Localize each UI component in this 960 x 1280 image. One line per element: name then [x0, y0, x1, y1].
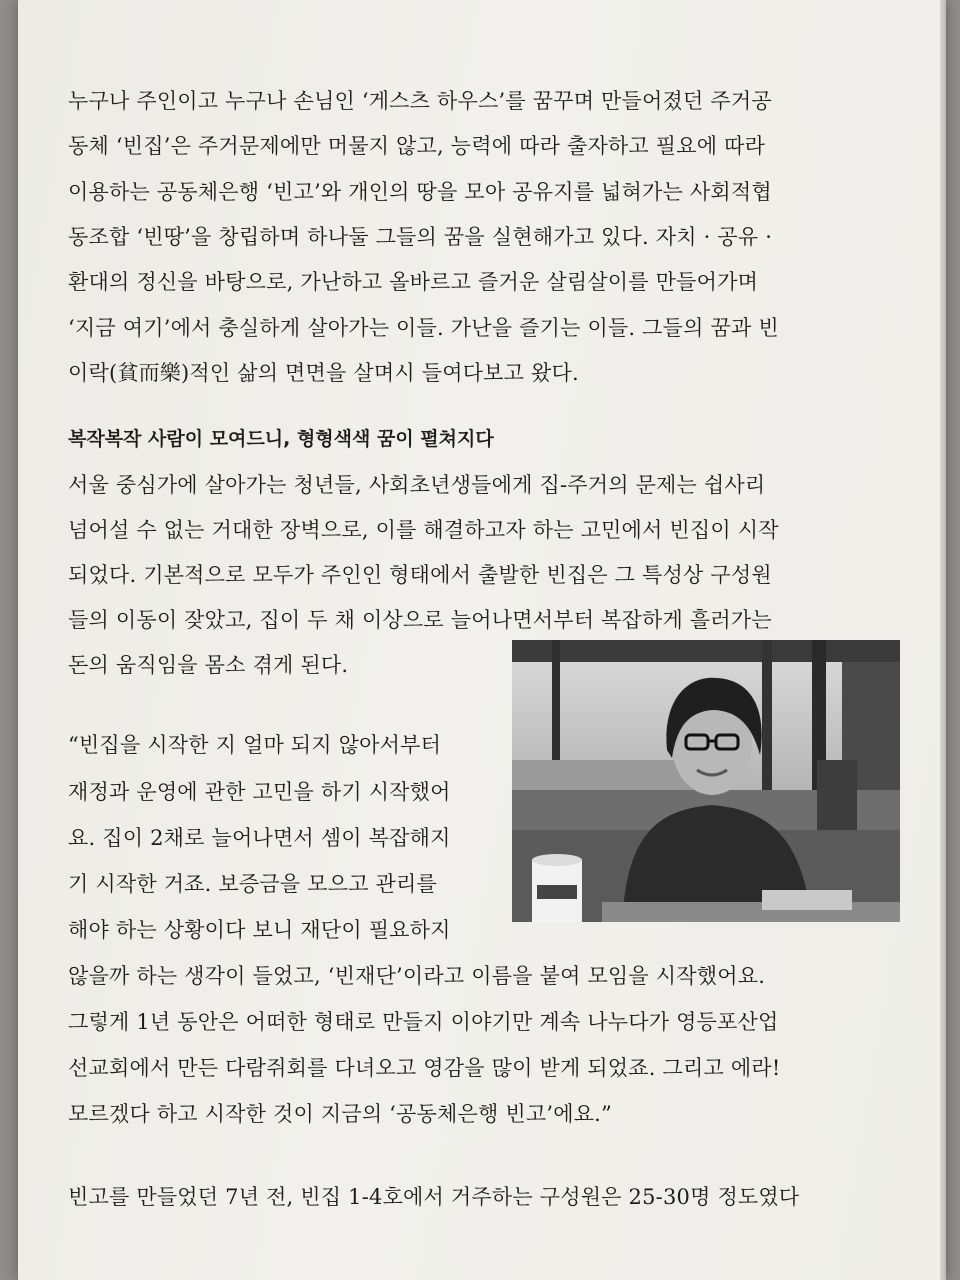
interview-photo [512, 640, 900, 922]
closing-line: 빈고를 만들었던 7년 전, 빈집 1-4호에서 거주하는 구성원은 25-30명 정도였다 [68, 1185, 800, 1209]
quote-line: 선교회에서 만든 다람쥐회를 다녀오고 영감을 많이 받게 되었죠. 그리고 에라! [68, 1056, 781, 1080]
portrait-illustration [512, 640, 900, 922]
intro-line: 이용하는 공동체은행 ‘빈고’와 개인의 땅을 모아 공유지를 넓혀가는 사회적협 [68, 180, 772, 204]
body-line: 넘어설 수 없는 거대한 장벽으로, 이를 해결하고자 하는 고민에서 빈집이 시작 [68, 518, 779, 542]
quote-line: 해야 하는 상황이다 보니 재단이 필요하지 [68, 918, 451, 942]
intro-line: ‘지금 여기’에서 충실하게 살아가는 이들. 가난을 즐기는 이들. 그들의 꿈과 빈 [68, 316, 779, 340]
quote-line: 모르겠다 하고 시작한 것이 지금의 ‘공동체은행 빈고’에요.” [68, 1102, 612, 1126]
page-edge [940, 0, 946, 1280]
body-line: 서울 중심가에 살아가는 청년들, 사회초년생들에게 집-주거의 문제는 쉽사리 [68, 473, 766, 497]
body-line: 되었다. 기본적으로 모두가 주인인 형태에서 출발한 빈집은 그 특성상 구성원 [68, 563, 772, 587]
quote-line: 기 시작한 거죠. 보증금을 모으고 관리를 [68, 872, 438, 896]
quote-line: 요. 집이 2채로 늘어나면서 셈이 복잡해지 [68, 826, 451, 850]
intro-line: 동체 ‘빈집’은 주거문제에만 머물지 않고, 능력에 따라 출자하고 필요에 따라 [68, 134, 766, 158]
intro-line: 누구나 주인이고 누구나 손님인 ‘게스츠 하우스’를 꿈꾸며 만들어졌던 주거공 [68, 89, 772, 113]
quote-line: 않을까 하는 생각이 들었고, ‘빈재단’이라고 이름을 붙여 모임을 시작했어요. [68, 964, 766, 988]
quote-line: 그렇게 1년 동안은 어떠한 형태로 만들지 이야기만 계속 나누다가 영등포산업 [68, 1010, 779, 1034]
section-heading: 복작복작 사람이 모여드니, 형형색색 꿈이 펼쳐지다 [68, 428, 494, 450]
intro-line: 이락(貧而樂)적인 삶의 면면을 살며시 들여다보고 왔다. [68, 361, 579, 385]
book-page [18, 0, 946, 1280]
body-line: 돈의 움직임을 몸소 겪게 된다. [68, 653, 349, 677]
quote-line: 재정과 운영에 관한 고민을 하기 시작했어 [68, 780, 451, 804]
quote-line: “빈집을 시작한 지 얼마 되지 않아서부터 [68, 733, 442, 757]
body-line: 들의 이동이 잦았고, 집이 두 채 이상으로 늘어나면서부터 복잡하게 흘러가는 [68, 608, 772, 632]
intro-line: 환대의 정신을 바탕으로, 가난하고 올바르고 즐거운 살림살이를 만들어가며 [68, 270, 759, 294]
intro-line: 동조합 ‘빈땅’을 창립하며 하나둘 그들의 꿈을 실현해가고 있다. 자치 · 공유 · [68, 225, 773, 249]
